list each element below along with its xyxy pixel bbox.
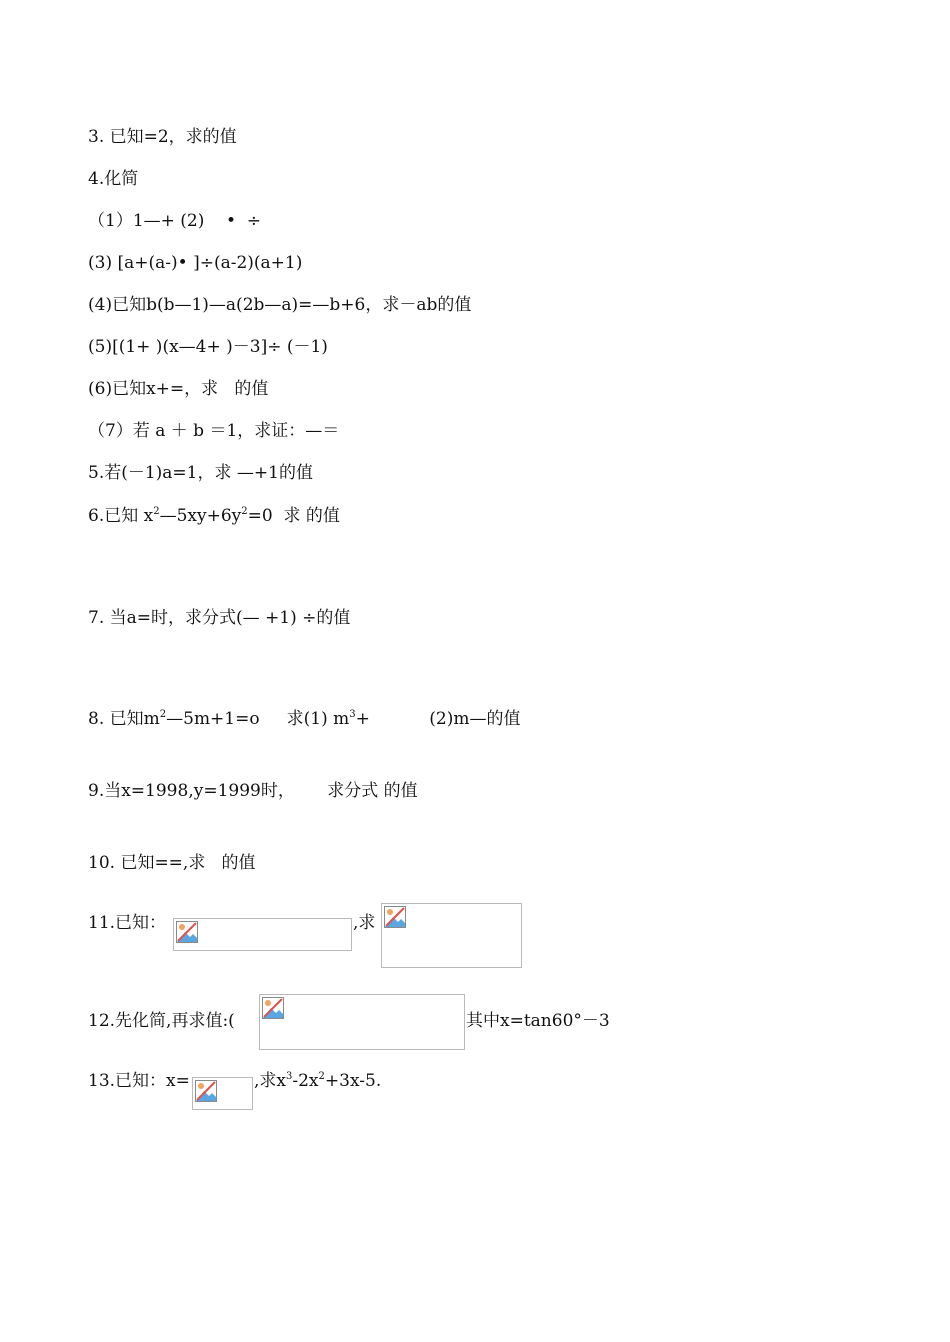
problem-6-exponent-2: 2 — [241, 506, 248, 517]
problem-7: 7. 当a=时，求分式(— +1) ÷的值 — [88, 608, 351, 628]
problem-8 — [88, 709, 521, 729]
problem-12-text: 其中x=tan60°－3 — [466, 1011, 610, 1031]
problem-4-title: 4.化简 — [88, 169, 139, 189]
problem-4-3: (3) [a+(a-)• ]÷(a-2)(a+1) — [88, 253, 303, 273]
problem-9: 9.当x=1998,y=1999时， 求分式 的值 — [88, 781, 418, 801]
problem-6-text-a: 6.已知 x — [88, 506, 154, 526]
problem-13-exponent-1: 3 — [286, 1071, 293, 1082]
problem-11-label: 11.已知： — [88, 913, 167, 933]
problem-4-6: (6)已知x+=，求 的值 — [88, 379, 269, 399]
formula-image-placeholder — [259, 994, 465, 1050]
problem-6-text-b: —5xy+6y — [159, 506, 242, 526]
problem-13-text — [254, 1071, 381, 1091]
problem-10: 10. 已知==,求 的值 — [88, 853, 256, 873]
problem-6-exponent-1: 2 — [153, 506, 160, 517]
problem-12-label: 12.先化简,再求值:( — [88, 1011, 235, 1031]
problem-4-5: (5)[(1+ )(x—4+ )－3]÷ (－1) — [88, 337, 328, 357]
problem-13-exponent-2: 2 — [318, 1071, 325, 1082]
problem-4-4: (4)已知b(b—1)—a(2b—a)=—b+6，求－ab的值 — [88, 295, 472, 315]
problem-8-text-a: 8. 已知m — [88, 709, 160, 729]
problem-13-text-c: +3x-5. — [324, 1071, 382, 1091]
problem-13-label: 13.已知：x= — [88, 1071, 190, 1091]
formula-image-placeholder — [192, 1077, 253, 1110]
problem-8-text-c: + (2)m—的值 — [355, 709, 521, 729]
problem-4-1: （1）1—+ (2) • ÷ — [88, 211, 262, 231]
problem-8-text-b: —5m+1=o 求(1) m — [166, 709, 350, 729]
broken-image-icon — [176, 921, 198, 943]
problem-8-exponent-1: 2 — [159, 709, 167, 720]
problem-13-text-a: ,求x — [254, 1071, 286, 1091]
problem-5: 5.若(－1)a=1，求 —+1的值 — [88, 463, 313, 483]
formula-image-placeholder — [173, 918, 352, 951]
problem-11-text: ,求 — [353, 913, 376, 933]
problem-3: 3. 已知=2，求的值 — [88, 127, 237, 147]
problem-6-text-c: =0 求 的值 — [247, 506, 340, 526]
problem-6 — [88, 506, 340, 526]
formula-image-placeholder — [381, 903, 522, 968]
broken-image-icon — [195, 1080, 217, 1102]
problem-4-7: （7）若 a ＋ b ＝1，求证：—＝ — [88, 421, 340, 441]
broken-image-icon — [262, 997, 284, 1019]
problem-8-exponent-2: 3 — [349, 709, 356, 720]
broken-image-icon — [384, 906, 406, 928]
problem-13-text-b: -2x — [292, 1071, 319, 1091]
